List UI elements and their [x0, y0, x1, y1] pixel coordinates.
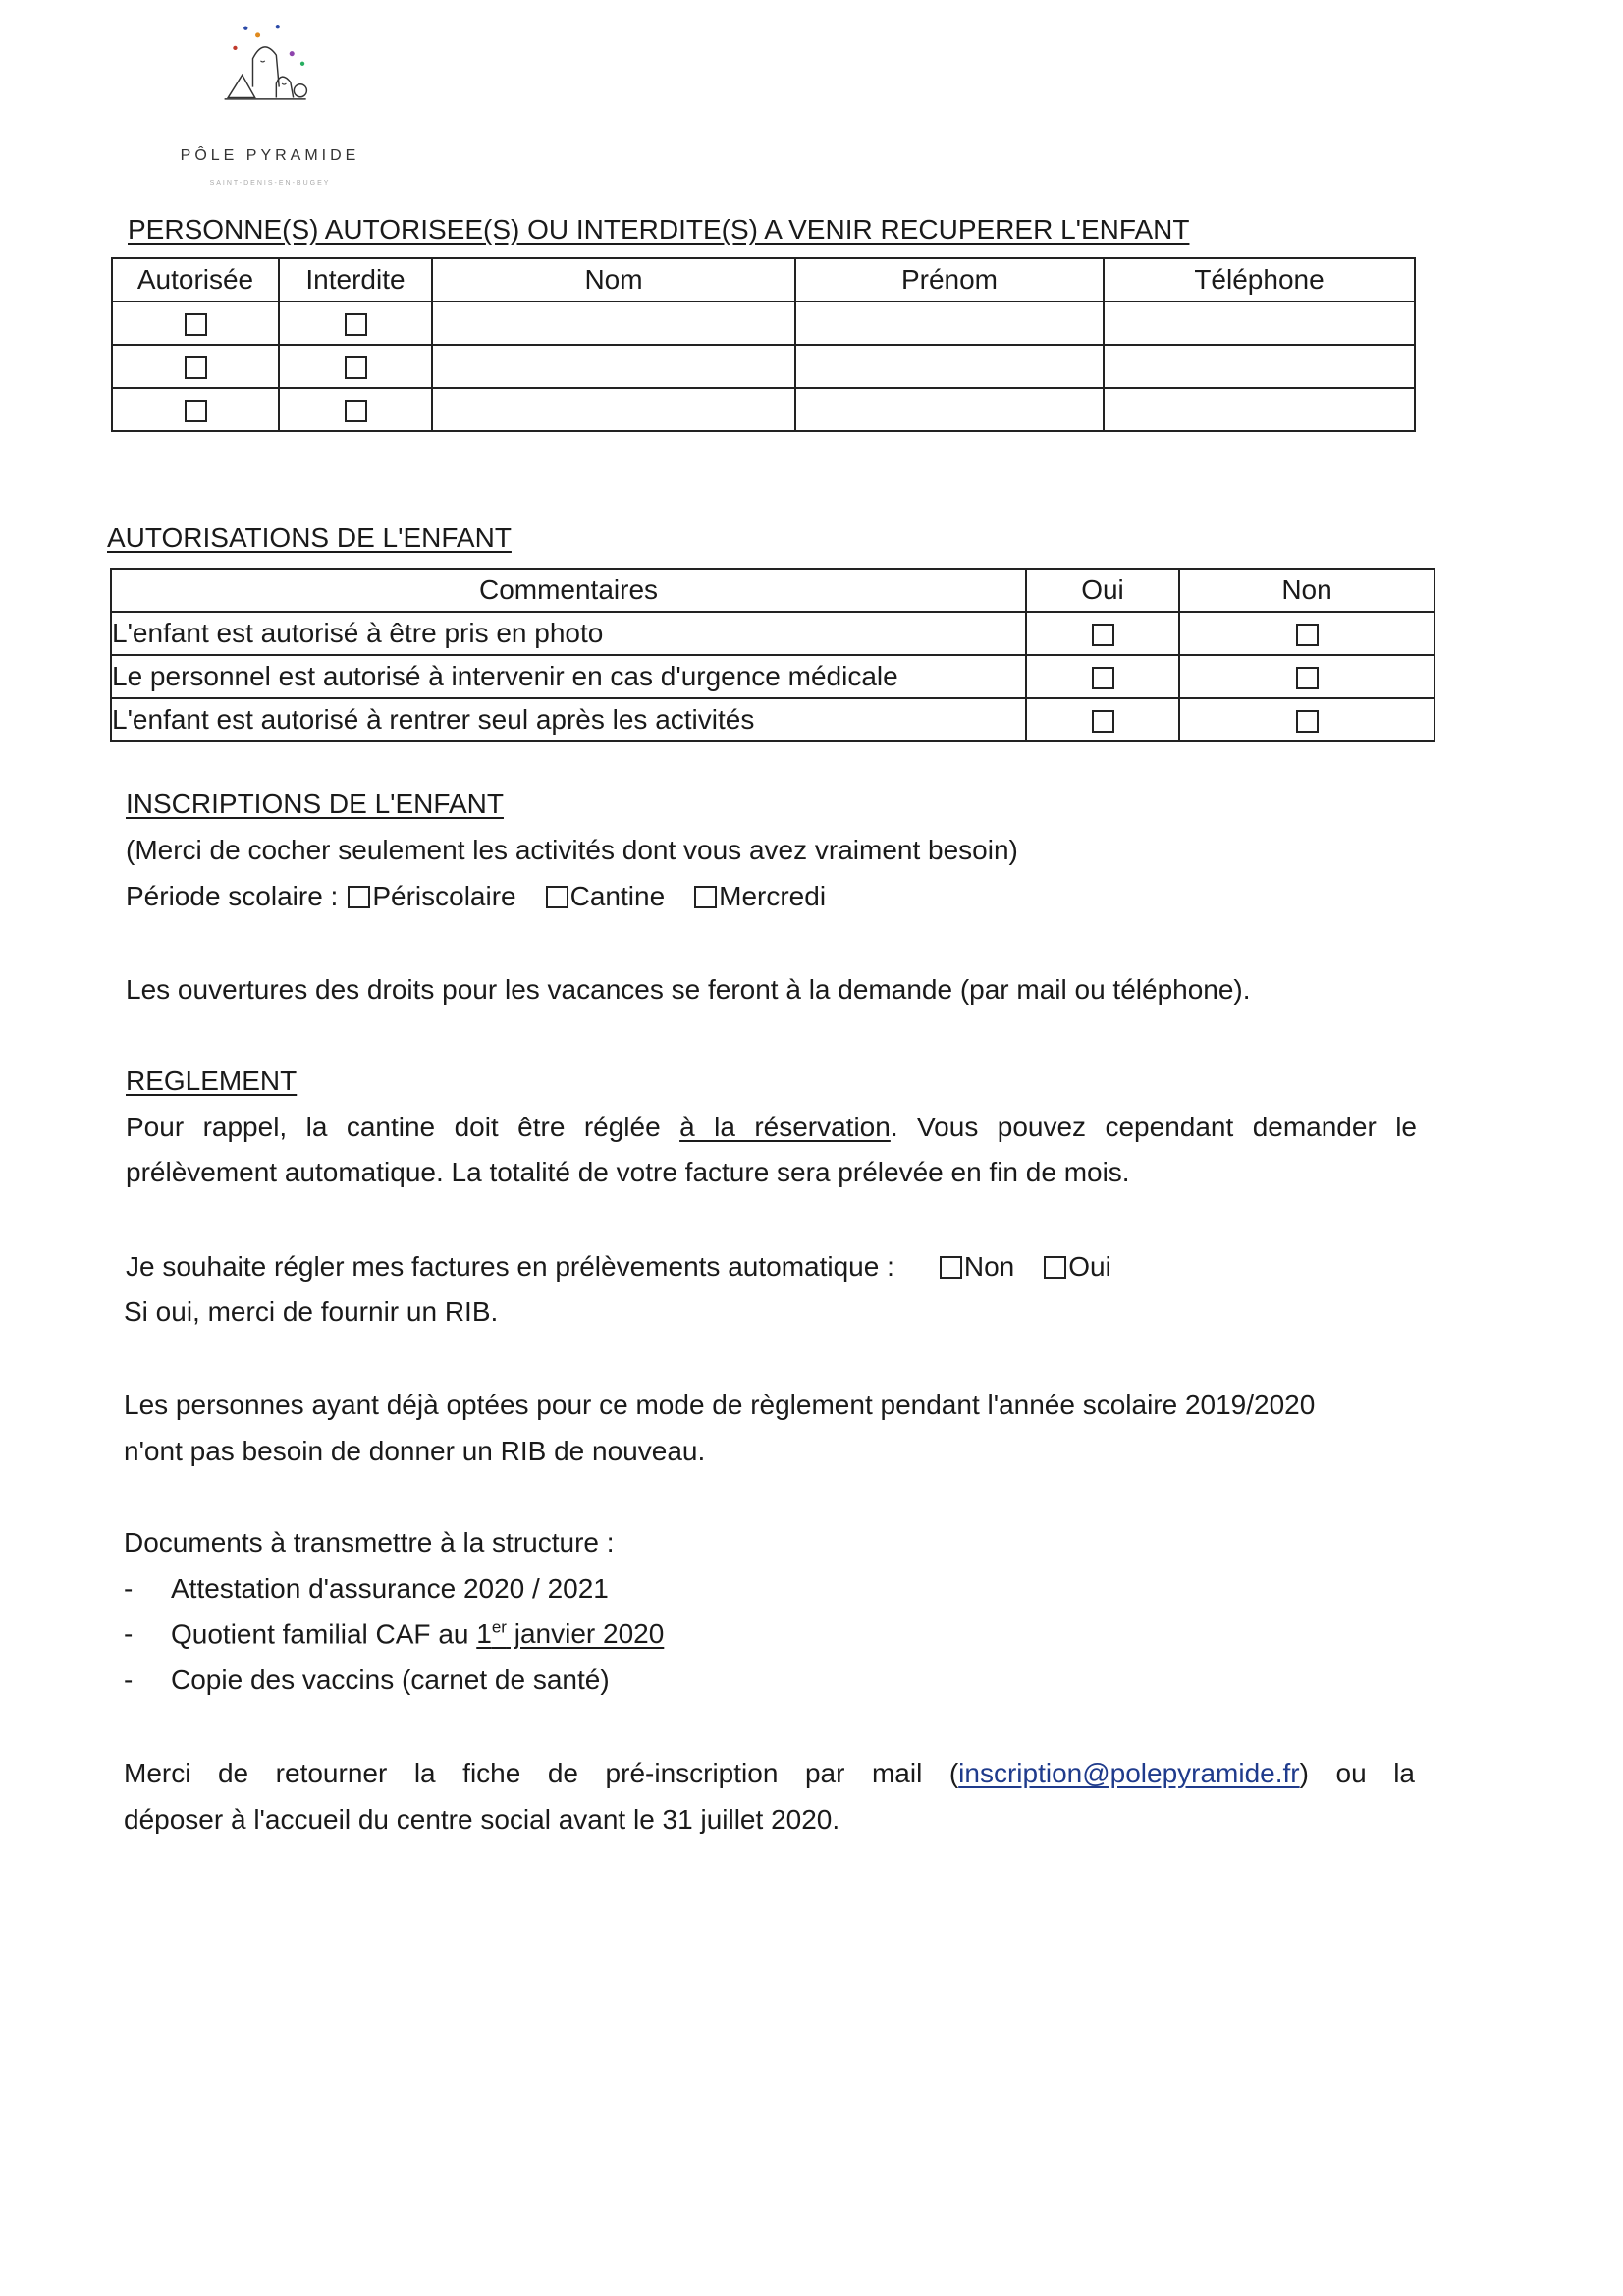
non-checkbox[interactable] [940, 1256, 962, 1279]
col-prenom: Prénom [795, 258, 1104, 301]
telephone-cell[interactable] [1104, 388, 1415, 431]
previous-year-line1: Les personnes ayant déjà optées pour ce mode de règlement pendant l'année scolaire 2019/2020 [124, 1390, 1316, 1420]
table-header-row [112, 258, 1415, 301]
authorization-label: L'enfant est autorisé à rentrer seul après les activités [111, 698, 1026, 741]
option-oui[interactable]: Oui [1044, 1251, 1111, 1283]
oui-checkbox[interactable] [1092, 710, 1114, 733]
authorized-persons-table [111, 257, 1416, 432]
forbidden-checkbox[interactable] [345, 400, 367, 422]
table-row [112, 388, 1415, 431]
forbidden-checkbox[interactable] [345, 313, 367, 336]
option-periscolaire[interactable]: Périscolaire [348, 881, 515, 912]
col-autorisee: Autorisée [112, 258, 279, 301]
periscolaire-checkbox[interactable] [348, 886, 370, 908]
authorization-label: Le personnel est autorisé à intervenir en cas d'urgence médicale [111, 655, 1026, 698]
school-period-row [126, 881, 855, 912]
holidays-note: Les ouvertures des droits pour les vacances se feront à la demande (par mail ou téléphone). [126, 974, 1251, 1005]
authorized-checkbox[interactable] [185, 400, 207, 422]
option-mercredi[interactable]: Mercredi [694, 881, 826, 912]
inscriptions-note: (Merci de cocher seulement les activités dont vous avez vraiment besoin) [126, 835, 1018, 865]
nom-cell[interactable] [432, 388, 795, 431]
reglement-heading: REGLEMENT [126, 1066, 298, 1096]
col-oui: Oui [1026, 569, 1179, 612]
pole-pyramide-logo [187, 20, 383, 147]
inscriptions-heading: INSCRIPTIONS DE L'ENFANT [126, 789, 504, 819]
table-row [111, 612, 1434, 655]
reglement-paragraph-line1: Pour rappel, la cantine doit être réglée à la réservation. Vous pouvez cependant demander le [126, 1112, 1418, 1142]
authorized-persons-heading: PERSONNE(S) AUTORISEE(S) OU INTERDITE(S) A VENIR RECUPERER L'ENFANT [128, 214, 1190, 245]
col-telephone: Téléphone [1104, 258, 1415, 301]
documents-title: Documents à transmettre à la structure : [124, 1527, 615, 1558]
table-row [112, 345, 1415, 388]
cantine-checkbox[interactable] [546, 886, 568, 908]
nom-cell[interactable] [432, 301, 795, 345]
oui-checkbox[interactable] [1092, 624, 1114, 646]
logo-subtitle: SAINT-DENIS-EN-BUGEY [209, 180, 331, 187]
authorization-label: L'enfant est autorisé à être pris en photo [111, 612, 1026, 655]
non-checkbox[interactable] [1296, 667, 1319, 689]
col-nom: Nom [432, 258, 795, 301]
document-item-vaccins: - Copie des vaccins (carnet de santé) [124, 1665, 610, 1695]
direct-debit-question: Je souhaite régler mes factures en prélèvements automatique : [126, 1251, 894, 1282]
non-checkbox[interactable] [1296, 710, 1319, 733]
child-authorizations-heading: AUTORISATIONS DE L'ENFANT [107, 522, 512, 553]
school-period-label: Période scolaire : [126, 881, 339, 911]
oui-checkbox[interactable] [1092, 667, 1114, 689]
logo-name: PÔLE PYRAMIDE [180, 147, 360, 164]
reglement-paragraph-line2: prélèvement automatique. La totalité de votre facture sera prélevée en fin de mois. [126, 1157, 1130, 1187]
col-commentaires: Commentaires [111, 569, 1026, 612]
oui-checkbox[interactable] [1044, 1256, 1066, 1279]
forbidden-checkbox[interactable] [345, 356, 367, 379]
reservation-emphasis: à la réservation [679, 1112, 891, 1142]
table-row [112, 301, 1415, 345]
document-item-assurance: - Attestation d'assurance 2020 / 2021 [124, 1573, 609, 1604]
rib-note: Si oui, merci de fournir un RIB. [124, 1296, 499, 1327]
email-link[interactable]: inscription@polepyramide.fr [958, 1758, 1300, 1788]
col-non: Non [1179, 569, 1434, 612]
closing-line2: déposer à l'accueil du centre social avant le 31 juillet 2020. [124, 1804, 840, 1834]
document-item-quotient: - Quotient familial CAF au 1er janvier 2020 [124, 1618, 665, 1650]
previous-year-line2: n'ont pas besoin de donner un RIB de nouveau. [124, 1436, 706, 1466]
authorized-checkbox[interactable] [185, 356, 207, 379]
table-row [111, 698, 1434, 741]
authorized-checkbox[interactable] [185, 313, 207, 336]
telephone-cell[interactable] [1104, 345, 1415, 388]
non-checkbox[interactable] [1296, 624, 1319, 646]
direct-debit-row [126, 1251, 1141, 1283]
closing-line1: Merci de retourner la fiche de pré-inscription par mail (inscription@polepyramide.fr) ou la [124, 1758, 1415, 1788]
table-row [111, 655, 1434, 698]
child-authorizations-table [110, 568, 1435, 742]
table-header-row [111, 569, 1434, 612]
prenom-cell[interactable] [795, 388, 1104, 431]
telephone-cell[interactable] [1104, 301, 1415, 345]
col-interdite: Interdite [279, 258, 432, 301]
prenom-cell[interactable] [795, 301, 1104, 345]
option-cantine[interactable]: Cantine [546, 881, 666, 912]
mercredi-checkbox[interactable] [694, 886, 717, 908]
prenom-cell[interactable] [795, 345, 1104, 388]
nom-cell[interactable] [432, 345, 795, 388]
option-non[interactable]: Non [940, 1251, 1014, 1283]
